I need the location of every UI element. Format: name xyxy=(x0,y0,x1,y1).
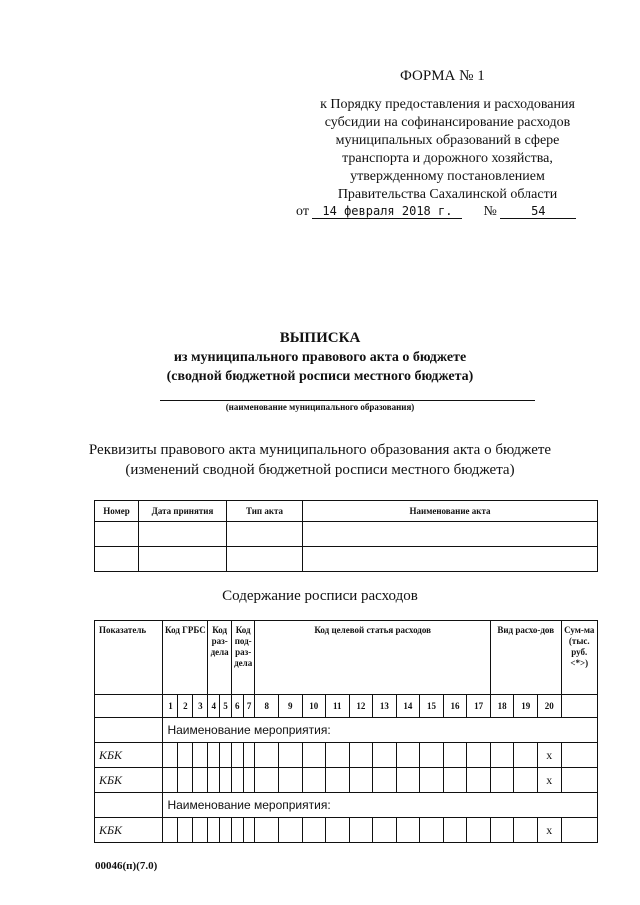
table-cell[interactable] xyxy=(349,743,373,768)
table-cell[interactable] xyxy=(302,818,326,843)
col-number: Номер xyxy=(95,501,139,522)
table-cell[interactable] xyxy=(193,818,208,843)
table-cell[interactable] xyxy=(278,768,302,793)
expenses-table-header xyxy=(95,621,598,695)
table-cell xyxy=(561,695,597,718)
table-cell[interactable] xyxy=(139,522,227,547)
table-cell[interactable] xyxy=(178,818,193,843)
column-number: 3 xyxy=(193,695,208,718)
document-subtitle-2: (сводной бюджетной росписи местного бюджета) xyxy=(166,369,474,384)
col-name: Наименование акта xyxy=(303,501,598,522)
table-cell[interactable] xyxy=(178,743,193,768)
table-cell[interactable] xyxy=(243,743,255,768)
requisites-heading-line: (изменений сводной бюджетной росписи местного бюджета) xyxy=(125,462,515,478)
table-cell[interactable] xyxy=(303,522,598,547)
table-cell[interactable] xyxy=(373,818,397,843)
col-sum: Сум-ма (тыс. руб. <*>) xyxy=(561,621,597,695)
table-cell[interactable] xyxy=(326,768,350,793)
table-cell[interactable] xyxy=(231,818,243,843)
document-title: ВЫПИСКА xyxy=(279,330,361,346)
table-cell[interactable] xyxy=(208,743,220,768)
table-cell[interactable] xyxy=(278,743,302,768)
column-number: 7 xyxy=(243,695,255,718)
column-number: 17 xyxy=(467,695,491,718)
table-cell[interactable] xyxy=(420,768,444,793)
column-number: 20 xyxy=(537,695,561,718)
column-number: 8 xyxy=(255,695,279,718)
table-cell[interactable] xyxy=(220,818,232,843)
reference-line: субсидии на софинансирование расходов xyxy=(324,115,571,130)
table-cell[interactable] xyxy=(163,743,178,768)
col-type: Тип акта xyxy=(227,501,303,522)
column-number: 6 xyxy=(231,695,243,718)
table-cell[interactable] xyxy=(220,743,232,768)
table-cell[interactable] xyxy=(208,768,220,793)
table-cell[interactable] xyxy=(302,743,326,768)
table-cell[interactable] xyxy=(396,743,420,768)
col-grbs: Код ГРБС xyxy=(163,621,208,695)
table-cell[interactable] xyxy=(396,768,420,793)
col-target-article: Код целевой статья расходов xyxy=(255,621,490,695)
acts-table xyxy=(94,500,598,572)
expenses-heading: Содержание росписи расходов xyxy=(222,588,418,604)
reference-line: транспорта и дорожного хозяйства, xyxy=(342,151,553,166)
col-razdel: Код раз-дела xyxy=(208,621,232,695)
number-label: № xyxy=(483,204,497,219)
decree-number: 54 xyxy=(500,204,576,219)
table-cell xyxy=(95,793,163,818)
table-cell xyxy=(95,718,163,743)
column-number: 12 xyxy=(349,695,373,718)
x-mark: х xyxy=(537,743,561,768)
column-number: 10 xyxy=(302,695,326,718)
reference-line: к Порядку предоставления и расходования xyxy=(320,97,575,112)
table-cell[interactable] xyxy=(255,768,279,793)
col-indicator: Показатель xyxy=(95,621,163,695)
table-cell[interactable] xyxy=(326,743,350,768)
table-cell[interactable] xyxy=(326,818,350,843)
column-number: 19 xyxy=(514,695,538,718)
column-number: 11 xyxy=(326,695,350,718)
measure-row xyxy=(95,793,598,818)
expenses-table xyxy=(94,620,598,843)
table-cell[interactable] xyxy=(467,818,491,843)
table-cell[interactable] xyxy=(163,818,178,843)
table-cell[interactable] xyxy=(220,768,232,793)
table-cell[interactable] xyxy=(561,768,597,793)
column-number: 18 xyxy=(490,695,514,718)
column-number: 5 xyxy=(220,695,232,718)
table-cell xyxy=(95,695,163,718)
form-code: 00046(п)(7.0) xyxy=(95,860,158,872)
table-cell[interactable] xyxy=(514,818,538,843)
table-row xyxy=(95,547,598,572)
table-cell[interactable] xyxy=(490,818,514,843)
table-cell[interactable] xyxy=(420,743,444,768)
table-cell[interactable] xyxy=(349,768,373,793)
kbk-row xyxy=(95,768,598,793)
measure-row xyxy=(95,718,598,743)
requisites-heading xyxy=(0,440,640,480)
table-cell[interactable] xyxy=(373,743,397,768)
table-cell[interactable] xyxy=(255,818,279,843)
requisites-heading-line: Реквизиты правового акта муниципального образования акта о бюджете xyxy=(88,442,552,458)
col-podrazdel: Код под-раз-дела xyxy=(231,621,255,695)
table-cell[interactable] xyxy=(231,768,243,793)
document-subtitle: из муниципального правового акта о бюджете xyxy=(173,350,467,365)
table-row xyxy=(95,522,598,547)
reference-line: муниципальных образований в сфере xyxy=(335,133,560,148)
kbk-label: КБК xyxy=(95,768,163,793)
table-cell[interactable] xyxy=(227,522,303,547)
table-cell[interactable] xyxy=(243,768,255,793)
table-cell[interactable] xyxy=(443,743,467,768)
decree-date-line xyxy=(296,204,576,220)
table-cell[interactable] xyxy=(349,818,373,843)
column-number: 4 xyxy=(208,695,220,718)
table-cell[interactable] xyxy=(420,818,444,843)
reference-line: утвержденному постановлением xyxy=(350,169,545,184)
x-mark: х xyxy=(537,818,561,843)
kbk-row xyxy=(95,743,598,768)
municipality-name-line[interactable] xyxy=(160,400,535,401)
column-number: 14 xyxy=(396,695,420,718)
municipality-caption: (наименование муниципального образования) xyxy=(225,402,415,412)
table-cell[interactable] xyxy=(193,768,208,793)
table-cell[interactable] xyxy=(561,818,597,843)
column-number: 1 xyxy=(163,695,178,718)
table-cell[interactable] xyxy=(514,743,538,768)
table-cell[interactable] xyxy=(95,522,139,547)
column-numbers-row xyxy=(95,695,598,718)
column-number: 2 xyxy=(178,695,193,718)
table-cell[interactable] xyxy=(227,547,303,572)
table-cell[interactable] xyxy=(231,743,243,768)
table-cell[interactable] xyxy=(467,743,491,768)
measure-label[interactable]: Наименование мероприятия: xyxy=(163,718,598,743)
form-reference xyxy=(280,96,615,204)
table-cell[interactable] xyxy=(255,743,279,768)
kbk-label: КБК xyxy=(95,818,163,843)
decree-date: 14 февраля 2018 г. xyxy=(312,204,462,219)
table-cell[interactable] xyxy=(443,818,467,843)
kbk-label: КБК xyxy=(95,743,163,768)
table-cell[interactable] xyxy=(302,768,326,793)
table-cell[interactable] xyxy=(467,768,491,793)
measure-label[interactable]: Наименование мероприятия: xyxy=(163,793,598,818)
col-date: Дата принятия xyxy=(139,501,227,522)
table-cell[interactable] xyxy=(139,547,227,572)
table-cell[interactable] xyxy=(278,818,302,843)
table-cell[interactable] xyxy=(443,768,467,793)
table-cell[interactable] xyxy=(163,768,178,793)
table-cell[interactable] xyxy=(490,743,514,768)
column-number: 9 xyxy=(278,695,302,718)
table-cell[interactable] xyxy=(193,743,208,768)
table-cell[interactable] xyxy=(178,768,193,793)
kbk-row xyxy=(95,818,598,843)
column-number: 15 xyxy=(420,695,444,718)
table-cell[interactable] xyxy=(561,743,597,768)
table-cell[interactable] xyxy=(514,768,538,793)
table-cell[interactable] xyxy=(490,768,514,793)
date-prefix: от xyxy=(296,204,309,219)
table-cell[interactable] xyxy=(208,818,220,843)
table-cell[interactable] xyxy=(243,818,255,843)
reference-line: Правительства Сахалинской области xyxy=(337,187,558,202)
table-cell[interactable] xyxy=(303,547,598,572)
table-cell[interactable] xyxy=(373,768,397,793)
form-number: ФОРМА № 1 xyxy=(400,68,485,84)
col-expense-type: Вид расхо-дов xyxy=(490,621,561,695)
column-number: 16 xyxy=(443,695,467,718)
acts-table-header xyxy=(95,501,598,522)
x-mark: х xyxy=(537,768,561,793)
table-cell[interactable] xyxy=(396,818,420,843)
table-cell[interactable] xyxy=(95,547,139,572)
column-number: 13 xyxy=(373,695,397,718)
